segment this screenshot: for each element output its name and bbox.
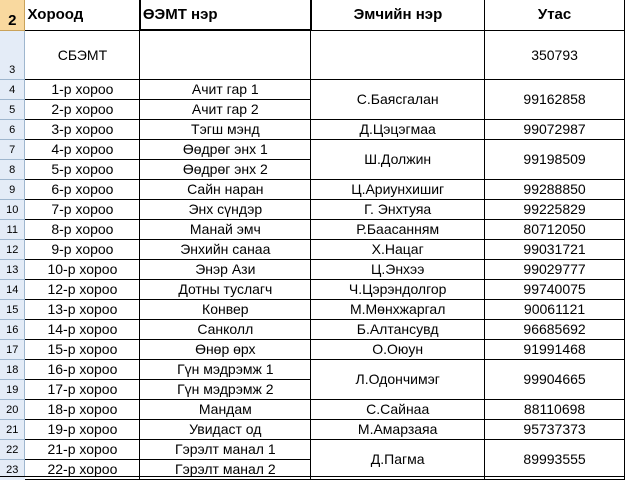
table-row [0,239,625,259]
khoroo-cell[interactable]: 17-р хороо [25,379,140,399]
row-number[interactable]: 23 [0,459,25,479]
khoroo-cell[interactable]: 6-р хороо [25,179,140,199]
khoroo-cell[interactable]: 18-р хороо [25,399,140,419]
doctor-cell[interactable]: Ц.Ариунхишиг [311,179,485,199]
khoroo-cell[interactable]: 14-р хороо [25,319,140,339]
facility-cell[interactable]: Гүн мэдрэмж 2 [140,379,311,399]
facility-cell[interactable]: Гүн мэдрэмж 1 [140,359,311,379]
table-row [0,439,625,459]
row-number[interactable]: 6 [0,119,25,139]
doctor-cell[interactable]: Ц.Энхээ [311,259,485,279]
row-number[interactable]: 13 [0,259,25,279]
header-phone[interactable]: Утас [485,0,625,30]
facility-cell[interactable]: Тэгш мэнд [140,119,311,139]
row-number[interactable]: 2 [0,0,25,30]
row-number[interactable]: 22 [0,439,25,459]
row-number[interactable]: 20 [0,399,25,419]
doctor-cell[interactable]: Л.Одончимэг [311,359,485,399]
doctor-cell[interactable]: С.Сайнаа [311,399,485,419]
table-row [0,259,625,279]
phone-cell[interactable]: 99288850 [485,179,625,199]
table-row [0,139,625,159]
phone-cell[interactable]: 99740075 [485,279,625,299]
doctor-cell[interactable]: М.Мөнхжаргал [311,299,485,319]
row-number[interactable]: 9 [0,179,25,199]
table-row [0,419,625,439]
table-row [0,319,625,339]
row-number[interactable]: 19 [0,379,25,399]
doctor-cell[interactable]: Д.Цэцэгмаа [311,119,485,139]
khoroo-cell[interactable]: 7-р хороо [25,199,140,219]
table-row [0,399,625,419]
doctor-cell[interactable] [311,30,485,79]
khoroo-cell[interactable]: 12-р хороо [25,279,140,299]
facility-cell[interactable]: Дотны туслагч [140,279,311,299]
phone-cell[interactable]: 99029777 [485,259,625,279]
facility-cell[interactable]: Өөдрөг энх 1 [140,139,311,159]
phone-cell[interactable]: 95737373 [485,419,625,439]
header-doctor-name[interactable]: Эмчийн нэр [311,0,485,30]
row-number[interactable]: 5 [0,99,25,119]
khoroo-cell[interactable]: 21-р хороо [25,439,140,459]
facility-cell[interactable]: Энх сүндэр [140,199,311,219]
khoroo-cell[interactable]: 13-р хороо [25,299,140,319]
khoroo-cell[interactable]: 22-р хороо [25,459,140,479]
phone-cell[interactable]: 89993555 [485,439,625,479]
facility-cell[interactable]: Санколл [140,319,311,339]
facility-cell[interactable] [140,30,311,79]
phone-cell[interactable]: 99031721 [485,239,625,259]
doctor-cell[interactable]: Р.Баасанням [311,219,485,239]
table-row [0,219,625,239]
khoroo-cell[interactable]: 9-р хороо [25,239,140,259]
facility-cell[interactable]: Ачит гар 1 [140,79,311,99]
phone-cell[interactable]: 80712050 [485,219,625,239]
row-number[interactable]: 11 [0,219,25,239]
facility-cell[interactable]: Сайн наран [140,179,311,199]
doctor-cell[interactable]: Х.Нацаг [311,239,485,259]
table-row [0,339,625,359]
khoroo-cell[interactable]: 2-р хороо [25,99,140,119]
facility-cell[interactable]: Манай эмч [140,219,311,239]
khoroo-cell[interactable]: 1-р хороо [25,79,140,99]
phone-cell[interactable]: 99198509 [485,139,625,179]
row-number[interactable]: 16 [0,319,25,339]
row-number[interactable]: 10 [0,199,25,219]
phone-cell[interactable]: 99225829 [485,199,625,219]
table-row [0,359,625,379]
doctor-cell[interactable]: М.Амарзаяа [311,419,485,439]
doctor-cell[interactable]: Д.Пагма [311,439,485,479]
phone-cell[interactable]: 99072987 [485,119,625,139]
doctor-cell[interactable]: Б.Алтансувд [311,319,485,339]
row-number[interactable]: 3 [0,30,25,79]
header-facility-name[interactable]: ӨЭМТ нэр [140,0,311,30]
facility-cell[interactable]: Гэрэлт манал 1 [140,439,311,459]
doctor-cell[interactable]: О.Оюун [311,339,485,359]
khoroo-cell[interactable]: 4-р хороо [25,139,140,159]
doctor-cell[interactable]: Ш.Должин [311,139,485,179]
khoroo-cell[interactable]: 19-р хороо [25,419,140,439]
facility-cell[interactable]: Гэрэлт манал 2 [140,459,311,479]
table-row [0,79,625,99]
khoroo-cell[interactable]: 10-р хороо [25,259,140,279]
table-row [0,30,625,79]
row-number[interactable]: 17 [0,339,25,359]
table-row [0,279,625,299]
facility-cell[interactable]: Мандам [140,399,311,419]
next-row-edge [0,476,625,481]
khoroo-cell[interactable]: 8-р хороо [25,219,140,239]
row-number[interactable]: 12 [0,239,25,259]
khoroo-cell[interactable]: 5-р хороо [25,159,140,179]
doctor-cell[interactable]: Ч.Цэрэндолгор [311,279,485,299]
khoroo-cell[interactable]: 15-р хороо [25,339,140,359]
row-number[interactable]: 21 [0,419,25,439]
phone-cell[interactable]: 350793 [485,30,625,79]
phone-cell[interactable]: 88110698 [485,399,625,419]
facility-cell[interactable]: Ачит гар 2 [140,99,311,119]
doctor-cell[interactable]: Г. Энхтуяа [311,199,485,219]
phone-cell[interactable]: 91991468 [485,339,625,359]
facility-cell[interactable]: Энхийн санаа [140,239,311,259]
doctor-cell[interactable]: С.Баясгалан [311,79,485,119]
khoroo-cell[interactable]: СБЭМТ [25,30,140,79]
header-khoroo[interactable]: Хороод [25,0,140,30]
phone-cell[interactable]: 90061121 [485,299,625,319]
khoroo-cell[interactable]: 3-р хороо [25,119,140,139]
facility-cell[interactable]: Өнөр өрх [140,339,311,359]
row-number[interactable]: 4 [0,79,25,99]
phone-cell[interactable]: 99162858 [485,79,625,119]
row-number[interactable]: 18 [0,359,25,379]
row-number[interactable]: 15 [0,299,25,319]
facility-cell[interactable]: Өөдрөг энх 2 [140,159,311,179]
row-number[interactable]: 14 [0,279,25,299]
row-number[interactable]: 8 [0,159,25,179]
table-row [0,199,625,219]
row-number[interactable]: 7 [0,139,25,159]
phone-cell[interactable]: 96685692 [485,319,625,339]
table-row [0,299,625,319]
facility-cell[interactable]: Энэр Ази [140,259,311,279]
facility-cell[interactable]: Конвер [140,299,311,319]
khoroo-cell[interactable]: 16-р хороо [25,359,140,379]
phone-cell[interactable]: 99904665 [485,359,625,399]
facility-cell[interactable]: Увидаст од [140,419,311,439]
table-row [0,119,625,139]
table-row [0,179,625,199]
header-row [0,0,625,30]
